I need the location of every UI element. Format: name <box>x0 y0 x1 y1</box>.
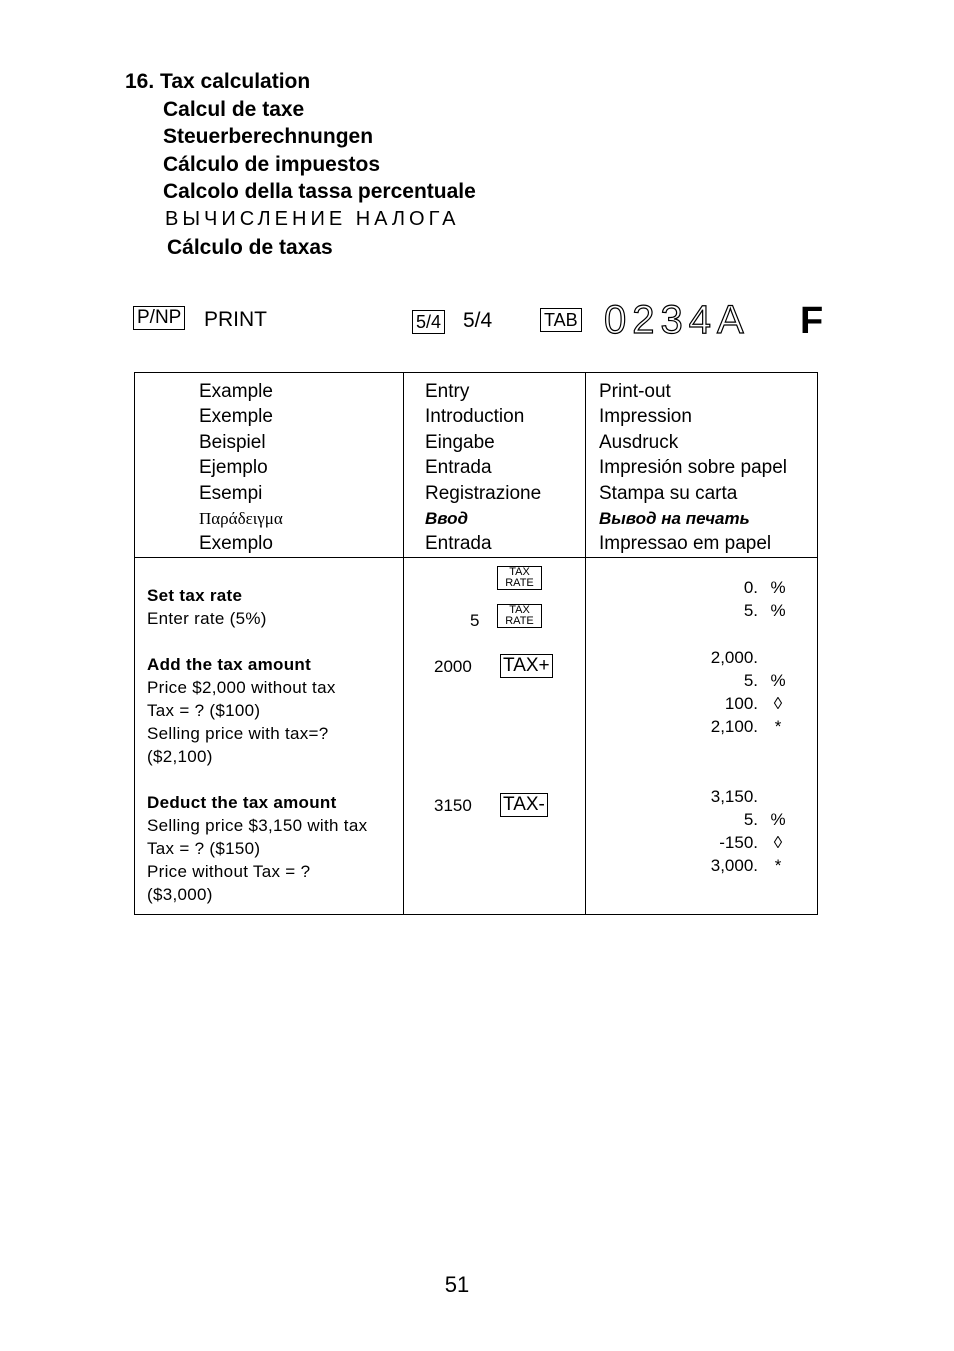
tab-switch-positions: 0234A <box>604 298 750 342</box>
printout-symbol: % <box>770 600 786 620</box>
tax-plus-key: TAX+ <box>500 654 553 678</box>
printout-value: 0. <box>743 577 758 597</box>
printout-symbol: * <box>774 716 782 736</box>
title-it: Calcolo della tassa percentuale <box>163 180 476 204</box>
tab-switch-label: TAB <box>540 308 582 332</box>
printout-value: -150. <box>719 832 758 852</box>
printout-value: 5. <box>743 670 758 690</box>
set-rate-title: Set tax rate <box>147 585 243 605</box>
table-body-row <box>135 557 818 914</box>
section-titles <box>125 68 476 261</box>
rounding-switch-label: 5/4 <box>412 310 445 334</box>
example-descriptions: Set tax rate Enter rate (5%) Add the tax amount Price $2,000 without tax Tax = ? ($100) Selling price with tax=? ($2,100) Deduct the tax amount Selling price $3,150 with tax Tax = ? ($150) Price without Tax = ? ($3,000) <box>135 558 403 906</box>
entry-keystrokes <box>404 558 585 914</box>
printout-symbol: * <box>774 855 782 875</box>
rate-entry-value: 5 <box>470 610 480 630</box>
rounding-switch-value: 5/4 <box>463 309 493 332</box>
printout-value: 3,150. <box>710 786 758 806</box>
header-printout: Print-out Impression Ausdruck Impresión sobre papel Stampa su carta Вывод на печать Impressao em papel <box>599 381 787 555</box>
title-en: 16. Tax calculation <box>125 70 311 93</box>
example-table <box>134 372 818 915</box>
header-example: Example Exemple Beispiel Ejemplo Esempi Παράδειγμα Exemplo <box>199 381 283 555</box>
printout-symbol: ◊ <box>773 693 783 713</box>
title-pt: Cálculo de taxas <box>167 235 333 259</box>
printout-tape <box>586 558 817 914</box>
deduct-entry-value: 3150 <box>434 795 472 815</box>
printout-value: 3,000. <box>710 855 758 875</box>
printout-symbol: ◊ <box>773 832 783 852</box>
switch-settings <box>0 300 954 340</box>
page-number: 51 <box>444 1272 470 1297</box>
tax-rate-key-2: TAX RATE <box>497 604 542 628</box>
printout-value: 5. <box>743 809 758 829</box>
add-tax-title: Add the tax amount <box>147 654 312 674</box>
pnp-switch-label: P/NP <box>133 306 185 330</box>
printout-value: 100. <box>724 693 758 713</box>
table-header-row <box>135 373 818 558</box>
printout-value: 2,000. <box>710 647 758 667</box>
printout-value: 2,100. <box>710 716 758 736</box>
printout-symbol: % <box>770 670 786 690</box>
printout-symbol: % <box>770 809 786 829</box>
title-de: Steuerberechnungen <box>163 125 374 149</box>
header-entry: Entry Introduction Eingabe Entrada Registrazione Ввод Entrada <box>425 381 542 555</box>
tab-switch-value: F <box>800 300 824 342</box>
add-entry-value: 2000 <box>434 656 472 676</box>
title-ru: ВЫЧИСЛЕНИЕ НАЛОГА <box>165 207 460 230</box>
title-fr: Calcul de taxe <box>163 97 305 121</box>
printout-symbol: % <box>770 577 786 597</box>
tax-minus-key: TAX- <box>500 793 548 817</box>
printout-value: 5. <box>743 600 758 620</box>
tax-rate-key-1: TAX RATE <box>497 566 542 590</box>
pnp-switch-value: PRINT <box>204 308 267 331</box>
title-es: Cálculo de impuestos <box>163 152 381 176</box>
deduct-tax-title: Deduct the tax amount <box>147 792 337 812</box>
